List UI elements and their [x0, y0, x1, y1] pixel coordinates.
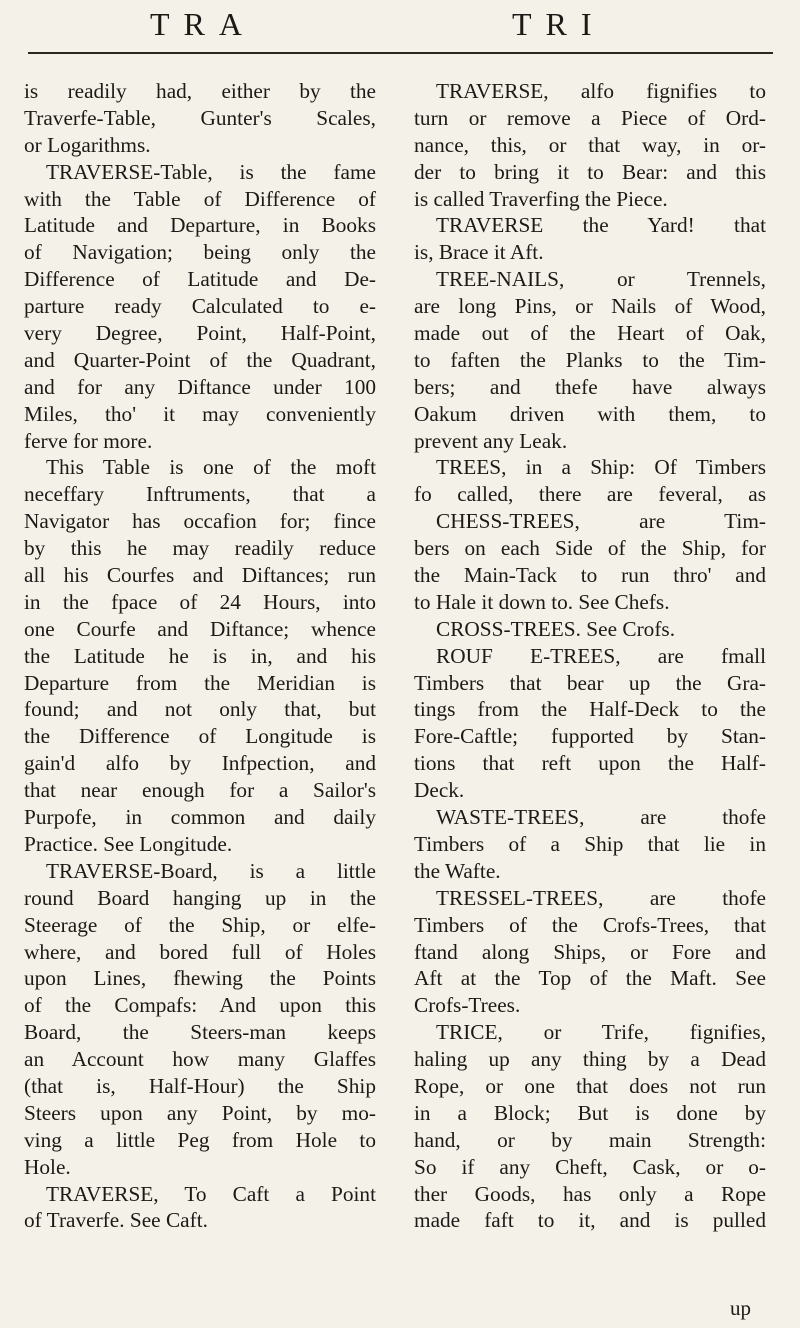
text-line: Fore-Caftle; fupported by Stan- — [414, 724, 766, 749]
text-line: of Navigation; being only the — [24, 240, 376, 265]
text-line: ferve for more. — [24, 428, 153, 453]
text-line: the Latitude he is in, and his — [24, 643, 376, 668]
text-line: WASTE-TREES, are thofe — [436, 805, 766, 830]
text-line: TRICE, or Trife, fignifies, — [436, 1020, 766, 1045]
text-line: neceffary Inftruments, that a — [24, 482, 376, 507]
text-line: TRAVERSE, To Caft a Point — [46, 1181, 376, 1206]
text-line: one Courfe and Diftance; whence — [24, 616, 376, 641]
text-line: to faften the Planks to the Tim- — [414, 347, 766, 372]
text-line: the Wafte. — [414, 858, 501, 883]
text-line: that near enough for a Sailor's — [24, 778, 376, 803]
text-line: tions that reft upon the Half- — [414, 751, 766, 776]
text-line: Hole. — [24, 1154, 71, 1179]
text-line: Traverfe-Table, Gunter's Scales, — [24, 105, 376, 130]
text-line: ther Goods, has only a Rope — [414, 1181, 766, 1206]
text-line: CROSS-TREES. See Crofs. — [436, 616, 676, 641]
text-line: is, Brace it Aft. — [414, 240, 544, 265]
text-line: made faft to it, and is pulled — [414, 1208, 766, 1233]
text-line: in the fpace of 24 Hours, into — [24, 589, 376, 614]
text-line: gain'd alfo by Infpection, and — [24, 751, 376, 776]
running-head-right: TRI — [512, 6, 606, 42]
text-line: round Board hanging up in the — [24, 885, 376, 910]
text-line: TREES, in a Ship: Of Timbers — [436, 455, 766, 480]
text-line: or Logarithms. — [24, 132, 151, 157]
text-line: with the Table of Difference of — [24, 186, 376, 211]
text-line: turn or remove a Piece of Ord- — [414, 105, 766, 130]
text-line: tings from the Half-Deck to the — [414, 697, 766, 722]
text-line: upon Lines, fhewing the Points — [24, 966, 376, 991]
text-line: of the Compafs: And upon this — [24, 993, 376, 1018]
text-line: Steerage of the Ship, or elfe- — [24, 912, 376, 937]
text-line: Timbers of a Ship that lie in — [414, 831, 766, 856]
text-line: by this he may readily reduce — [24, 536, 376, 561]
text-line: TREE-NAILS, or Trennels, — [436, 267, 766, 292]
text-line: the Main-Tack to run thro' and — [414, 563, 766, 588]
text-line: TRAVERSE-Board, is a little — [46, 858, 376, 883]
text-line: Crofs-Trees. — [414, 993, 521, 1018]
text-line: very Degree, Point, Half-Point, — [24, 321, 376, 346]
text-line: Aft at the Top of the Maft. See — [414, 966, 766, 991]
text-line: prevent any Leak. — [414, 428, 568, 453]
text-line: Navigator has occafion for; fince — [24, 509, 376, 534]
text-line: Miles, tho' it may conveniently — [24, 401, 376, 426]
text-line: Timbers of the Crofs-Trees, that — [414, 912, 766, 937]
text-line: ving a little Peg from Hole to — [24, 1127, 376, 1152]
text-line: This Table is one of the moft — [46, 455, 376, 480]
text-line: and for any Diftance under 100 — [24, 374, 376, 399]
text-line: and Quarter-Point of the Quadrant, — [24, 347, 376, 372]
text-line: is called Traverfing the Piece. — [414, 186, 668, 211]
text-line: parture ready Calculated to e- — [24, 294, 376, 319]
text-line: Purpofe, in common and daily — [24, 805, 376, 830]
text-line: Departure from the Meridian is — [24, 670, 376, 695]
text-line: TRAVERSE-Table, is the fame — [46, 159, 376, 184]
text-line: Timbers that bear up the Gra- — [414, 670, 766, 695]
text-line: Practice. See Longitude. — [24, 831, 233, 856]
text-line: CHESS-TREES, are Tim- — [436, 509, 766, 534]
right-column — [414, 78, 766, 1234]
header-rule — [28, 52, 773, 54]
text-line: Deck. — [414, 778, 465, 803]
text-line: hand, or by main Strength: — [414, 1127, 766, 1152]
text-line: Latitude and Departure, in Books — [24, 213, 376, 238]
text-line: Board, the Steers-man keeps — [24, 1020, 376, 1045]
text-line: the Difference of Longitude is — [24, 724, 376, 749]
text-line: der to bring it to Bear: and this — [414, 159, 766, 184]
catchword: up — [730, 1296, 751, 1320]
text-line: nance, this, or that way, in or- — [414, 132, 766, 157]
running-head-left: TRA — [150, 6, 256, 42]
text-line: where, and bored full of Holes — [24, 939, 376, 964]
running-head — [0, 6, 800, 48]
text-line: TRESSEL-TREES, are thofe — [436, 885, 766, 910]
text-line: Oakum driven with them, to — [414, 401, 766, 426]
text-line: So if any Cheft, Cask, or o- — [414, 1154, 766, 1179]
text-line: Steers upon any Point, by mo- — [24, 1100, 376, 1125]
text-line: Rope, or one that does not run — [414, 1073, 766, 1098]
text-line: TRAVERSE, alfo fignifies to — [436, 79, 766, 103]
text-line: ftand along Ships, or Fore and — [414, 939, 766, 964]
text-line: is readily had, either by the — [24, 79, 376, 103]
text-line: of Traverfe. See Caft. — [24, 1208, 208, 1233]
text-line: Difference of Latitude and De- — [24, 267, 376, 292]
text-line: to Hale it down to. See Chefs. — [414, 589, 670, 614]
text-line: bers; and thefe have always — [414, 374, 766, 399]
text-line: TRAVERSE the Yard! that — [436, 213, 766, 238]
text-line: found; and not only that, but — [24, 697, 376, 722]
text-line: haling up any thing by a Dead — [414, 1047, 766, 1072]
text-line: fo called, there are feveral, as — [414, 482, 766, 507]
text-line: made out of the Heart of Oak, — [414, 321, 766, 346]
text-line: (that is, Half-Hour) the Ship — [24, 1073, 376, 1098]
text-line: in a Block; But is done by — [414, 1100, 766, 1125]
text-line: ROUF E-TREES, are fmall — [436, 643, 766, 668]
text-line: are long Pins, or Nails of Wood, — [414, 294, 766, 319]
text-line: an Account how many Glaffes — [24, 1047, 376, 1072]
text-line: all his Courfes and Diftances; run — [24, 563, 376, 588]
left-column — [24, 78, 376, 1234]
text-line: bers on each Side of the Ship, for — [414, 536, 766, 561]
